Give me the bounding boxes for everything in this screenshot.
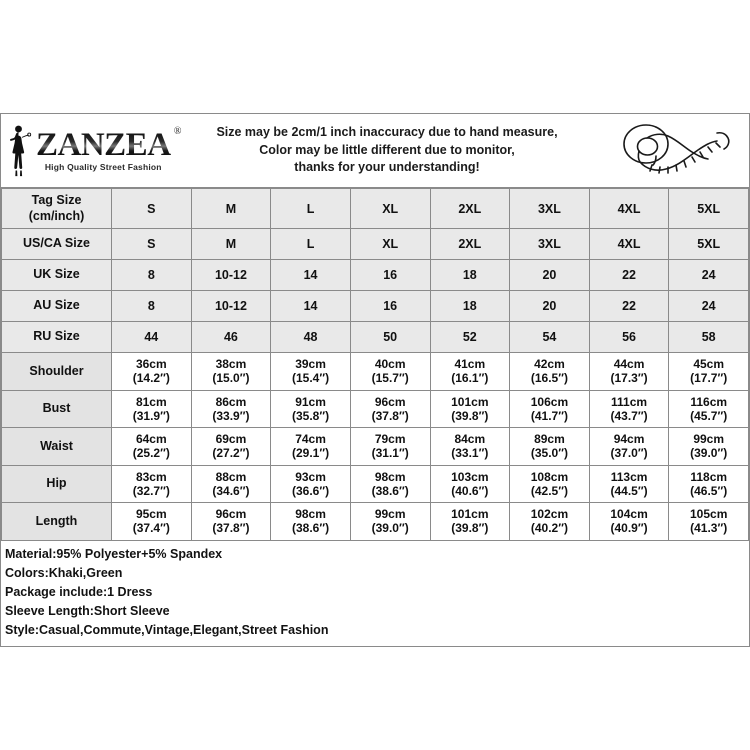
value-inch: (39.8″) [451,521,489,536]
row-label-bust: Bust [2,390,112,428]
cell: 58 [669,322,749,353]
cell: 2XL [430,229,510,260]
size-chart [0,113,750,647]
cell: 54 [510,322,590,353]
table-row-uk-size [2,260,749,291]
cell: 16 [350,260,430,291]
value-inch: (33.1″) [451,446,489,461]
value-cm: 106cm [530,394,569,409]
cell [669,465,749,503]
cell [350,428,430,466]
value-inch: (37.4″) [132,521,170,536]
table-body [2,189,749,541]
value-cm: 102cm [530,507,569,522]
cell: L [271,229,351,260]
value-inch: (15.0″) [212,371,250,386]
cell [669,353,749,391]
cell: 10-12 [191,291,271,322]
cell [589,503,669,541]
detail-material: Material:95% Polyester+5% Spandex [5,546,223,561]
value-inch: (15.7″) [371,371,409,386]
value-cm: 113cm [610,469,648,484]
row-label-hip: Hip [2,465,112,503]
value-inch: (29.1″) [292,446,330,461]
cell [430,503,510,541]
value-cm: 108cm [530,469,569,484]
value-cm: 94cm [613,432,645,447]
value-inch: (14.2″) [132,371,170,386]
cell: 44 [112,322,192,353]
value-inch: (31.1″) [371,446,409,461]
value-inch: (36.6″) [292,483,330,498]
value-inch: (39.8″) [451,408,489,423]
row-label-length: Length [2,503,112,541]
row-label-ru-size: RU Size [2,322,112,353]
cell: 22 [589,291,669,322]
value-inch: (34.6″) [212,483,250,498]
row-label-us-ca-size: US/CA Size [2,229,112,260]
cell: 14 [271,260,351,291]
cell: 24 [669,291,749,322]
value-cm: 86cm [215,394,247,409]
value-cm: 39cm [295,357,326,372]
value-cm: 74cm [295,432,326,447]
cell [669,390,749,428]
chart-header [1,114,749,188]
value-inch: (41.7″) [530,408,568,423]
cell: 5XL [669,189,749,229]
value-inch: (44.5″) [610,483,648,498]
row-label-line-1: Tag Size [31,193,82,208]
cell [589,465,669,503]
value-cm: 84cm [454,432,486,447]
value-cm: 83cm [135,469,167,484]
value-inch: (16.5″) [530,371,568,386]
cell: 20 [510,260,590,291]
cell [430,353,510,391]
value-inch: (40.6″) [451,483,489,498]
detail-sleeve-length: Sleeve Length:Short Sleeve [5,603,170,618]
cell: 18 [430,260,510,291]
value-cm: 99cm [693,432,725,447]
woman-silhouette-icon [5,123,35,179]
cell [191,353,271,391]
cell [669,428,749,466]
measuring-tape-icon [616,120,734,182]
value-inch: (33.9″) [212,408,250,423]
row-label-waist: Waist [2,428,112,466]
table-row-au-size [2,291,749,322]
cell [191,503,271,541]
value-inch: (25.2″) [132,446,170,461]
value-cm: 81cm [135,394,167,409]
value-inch: (39.0″) [690,446,728,461]
cell [510,428,590,466]
brand-logo [1,114,182,188]
value-inch: (40.9″) [610,521,648,536]
detail-style: Style:Casual,Commute,Vintage,Elegant,Street Fashion [5,622,329,637]
cell: 18 [430,291,510,322]
value-cm: 64cm [135,432,167,447]
cell [510,465,590,503]
cell [112,503,192,541]
table-row-hip [2,465,749,503]
cell [112,465,192,503]
value-cm: 89cm [534,432,565,447]
cell: 2XL [430,189,510,229]
value-cm: 101cm [451,394,489,409]
table-row-ru-size [2,322,749,353]
cell [112,390,192,428]
value-cm: 105cm [690,507,728,522]
value-cm: 116cm [690,394,728,409]
cell: XL [350,229,430,260]
cell: 50 [350,322,430,353]
cell [112,353,192,391]
cell [112,428,192,466]
cell [271,390,351,428]
cell: 56 [589,322,669,353]
cell [271,353,351,391]
cell: 8 [112,260,192,291]
value-cm: 99cm [374,507,406,522]
brand-tagline: High Quality Street Fashion [44,162,162,173]
value-inch: (38.6″) [371,483,409,498]
table-row-tag-size [2,189,749,229]
row-label-line-2: (cm/inch) [28,208,85,223]
value-inch: (37.0″) [610,446,648,461]
value-cm: 69cm [215,432,247,447]
value-cm: 88cm [215,469,247,484]
cell: 5XL [669,229,749,260]
value-cm: 36cm [135,357,167,372]
value-inch: (38.6″) [292,521,330,536]
table-row-length [2,503,749,541]
value-cm: 101cm [451,507,489,522]
value-inch: (37.8″) [371,408,409,423]
value-cm: 93cm [295,469,326,484]
value-cm: 98cm [374,469,406,484]
cell: S [112,229,192,260]
cell: 14 [271,291,351,322]
cell: 20 [510,291,590,322]
table-row-bust [2,390,749,428]
value-inch: (42.5″) [530,483,568,498]
detail-package: Package include:1 Dress [5,584,153,599]
disclaimer-text [163,124,601,177]
value-cm: 45cm [693,357,725,372]
value-inch: (46.5″) [690,483,728,498]
detail-colors: Colors:Khaki,Green [5,565,123,580]
cell [191,465,271,503]
cell [430,390,510,428]
value-cm: 96cm [215,507,247,522]
cell: 24 [669,260,749,291]
cell [350,353,430,391]
value-cm: 104cm [610,507,648,522]
cell [589,390,669,428]
table-row-shoulder [2,353,749,391]
cell: XL [350,189,430,229]
cell: 10-12 [191,260,271,291]
value-inch: (27.2″) [212,446,250,461]
cell [510,503,590,541]
value-inch: (17.3″) [610,371,648,386]
cell: 8 [112,291,192,322]
cell: 48 [271,322,351,353]
cell: 52 [430,322,510,353]
value-inch: (35.0″) [530,446,568,461]
cell: 22 [589,260,669,291]
measurements-table [1,188,749,541]
table-row-waist [2,428,749,466]
cell: 3XL [510,189,590,229]
cell [191,390,271,428]
value-inch: (16.1″) [451,371,489,386]
disclaimer-line-2: Color may be little different due to monitor, [259,142,515,157]
registered-mark-icon: ® [173,126,182,138]
value-cm: 96cm [374,394,406,409]
value-cm: 91cm [295,394,326,409]
cell: 16 [350,291,430,322]
value-cm: 118cm [690,469,728,484]
value-inch: (43.7″) [610,408,648,423]
value-cm: 40cm [374,357,406,372]
value-cm: 44cm [613,357,645,372]
disclaimer-line-3: thanks for your understanding! [294,160,480,175]
cell: L [271,189,351,229]
value-cm: 98cm [295,507,326,522]
value-inch: (35.8″) [292,408,330,423]
measuring-tape-illustration [601,114,749,188]
value-inch: (37.8″) [212,521,250,536]
disclaimer-line-1: Size may be 2cm/1 inch inaccuracy due to hand measure, [216,124,558,139]
cell: 46 [191,322,271,353]
cell: M [191,189,271,229]
cell: M [191,229,271,260]
cell [350,390,430,428]
row-label-uk-size: UK Size [2,260,112,291]
value-inch: (40.2″) [530,521,568,536]
brand-name: ZANZEA [36,127,171,164]
cell [350,465,430,503]
cell [430,428,510,466]
value-inch: (45.7″) [690,408,728,423]
value-inch: (15.4″) [292,371,330,386]
value-cm: 38cm [215,357,247,372]
row-label-tag-size [2,189,112,229]
cell [510,353,590,391]
cell [430,465,510,503]
value-cm: 95cm [135,507,167,522]
value-cm: 42cm [534,357,565,372]
cell [510,390,590,428]
cell: 4XL [589,189,669,229]
row-label-au-size: AU Size [2,291,112,322]
value-cm: 79cm [374,432,406,447]
value-inch: (39.0″) [371,521,409,536]
row-label-shoulder: Shoulder [2,353,112,391]
cell: S [112,189,192,229]
cell [271,503,351,541]
cell [271,428,351,466]
cell [350,503,430,541]
cell [191,428,271,466]
value-cm: 111cm [611,394,648,409]
value-inch: (31.9″) [132,408,170,423]
value-cm: 103cm [451,469,489,484]
value-inch: (32.7″) [132,483,170,498]
cell [589,428,669,466]
cell [589,353,669,391]
value-cm: 41cm [454,357,486,372]
product-details [1,541,749,646]
cell: 4XL [589,229,669,260]
value-inch: (41.3″) [690,521,728,536]
cell: 3XL [510,229,590,260]
cell [271,465,351,503]
table-row-us-ca-size [2,229,749,260]
cell [669,503,749,541]
value-inch: (17.7″) [690,371,728,386]
